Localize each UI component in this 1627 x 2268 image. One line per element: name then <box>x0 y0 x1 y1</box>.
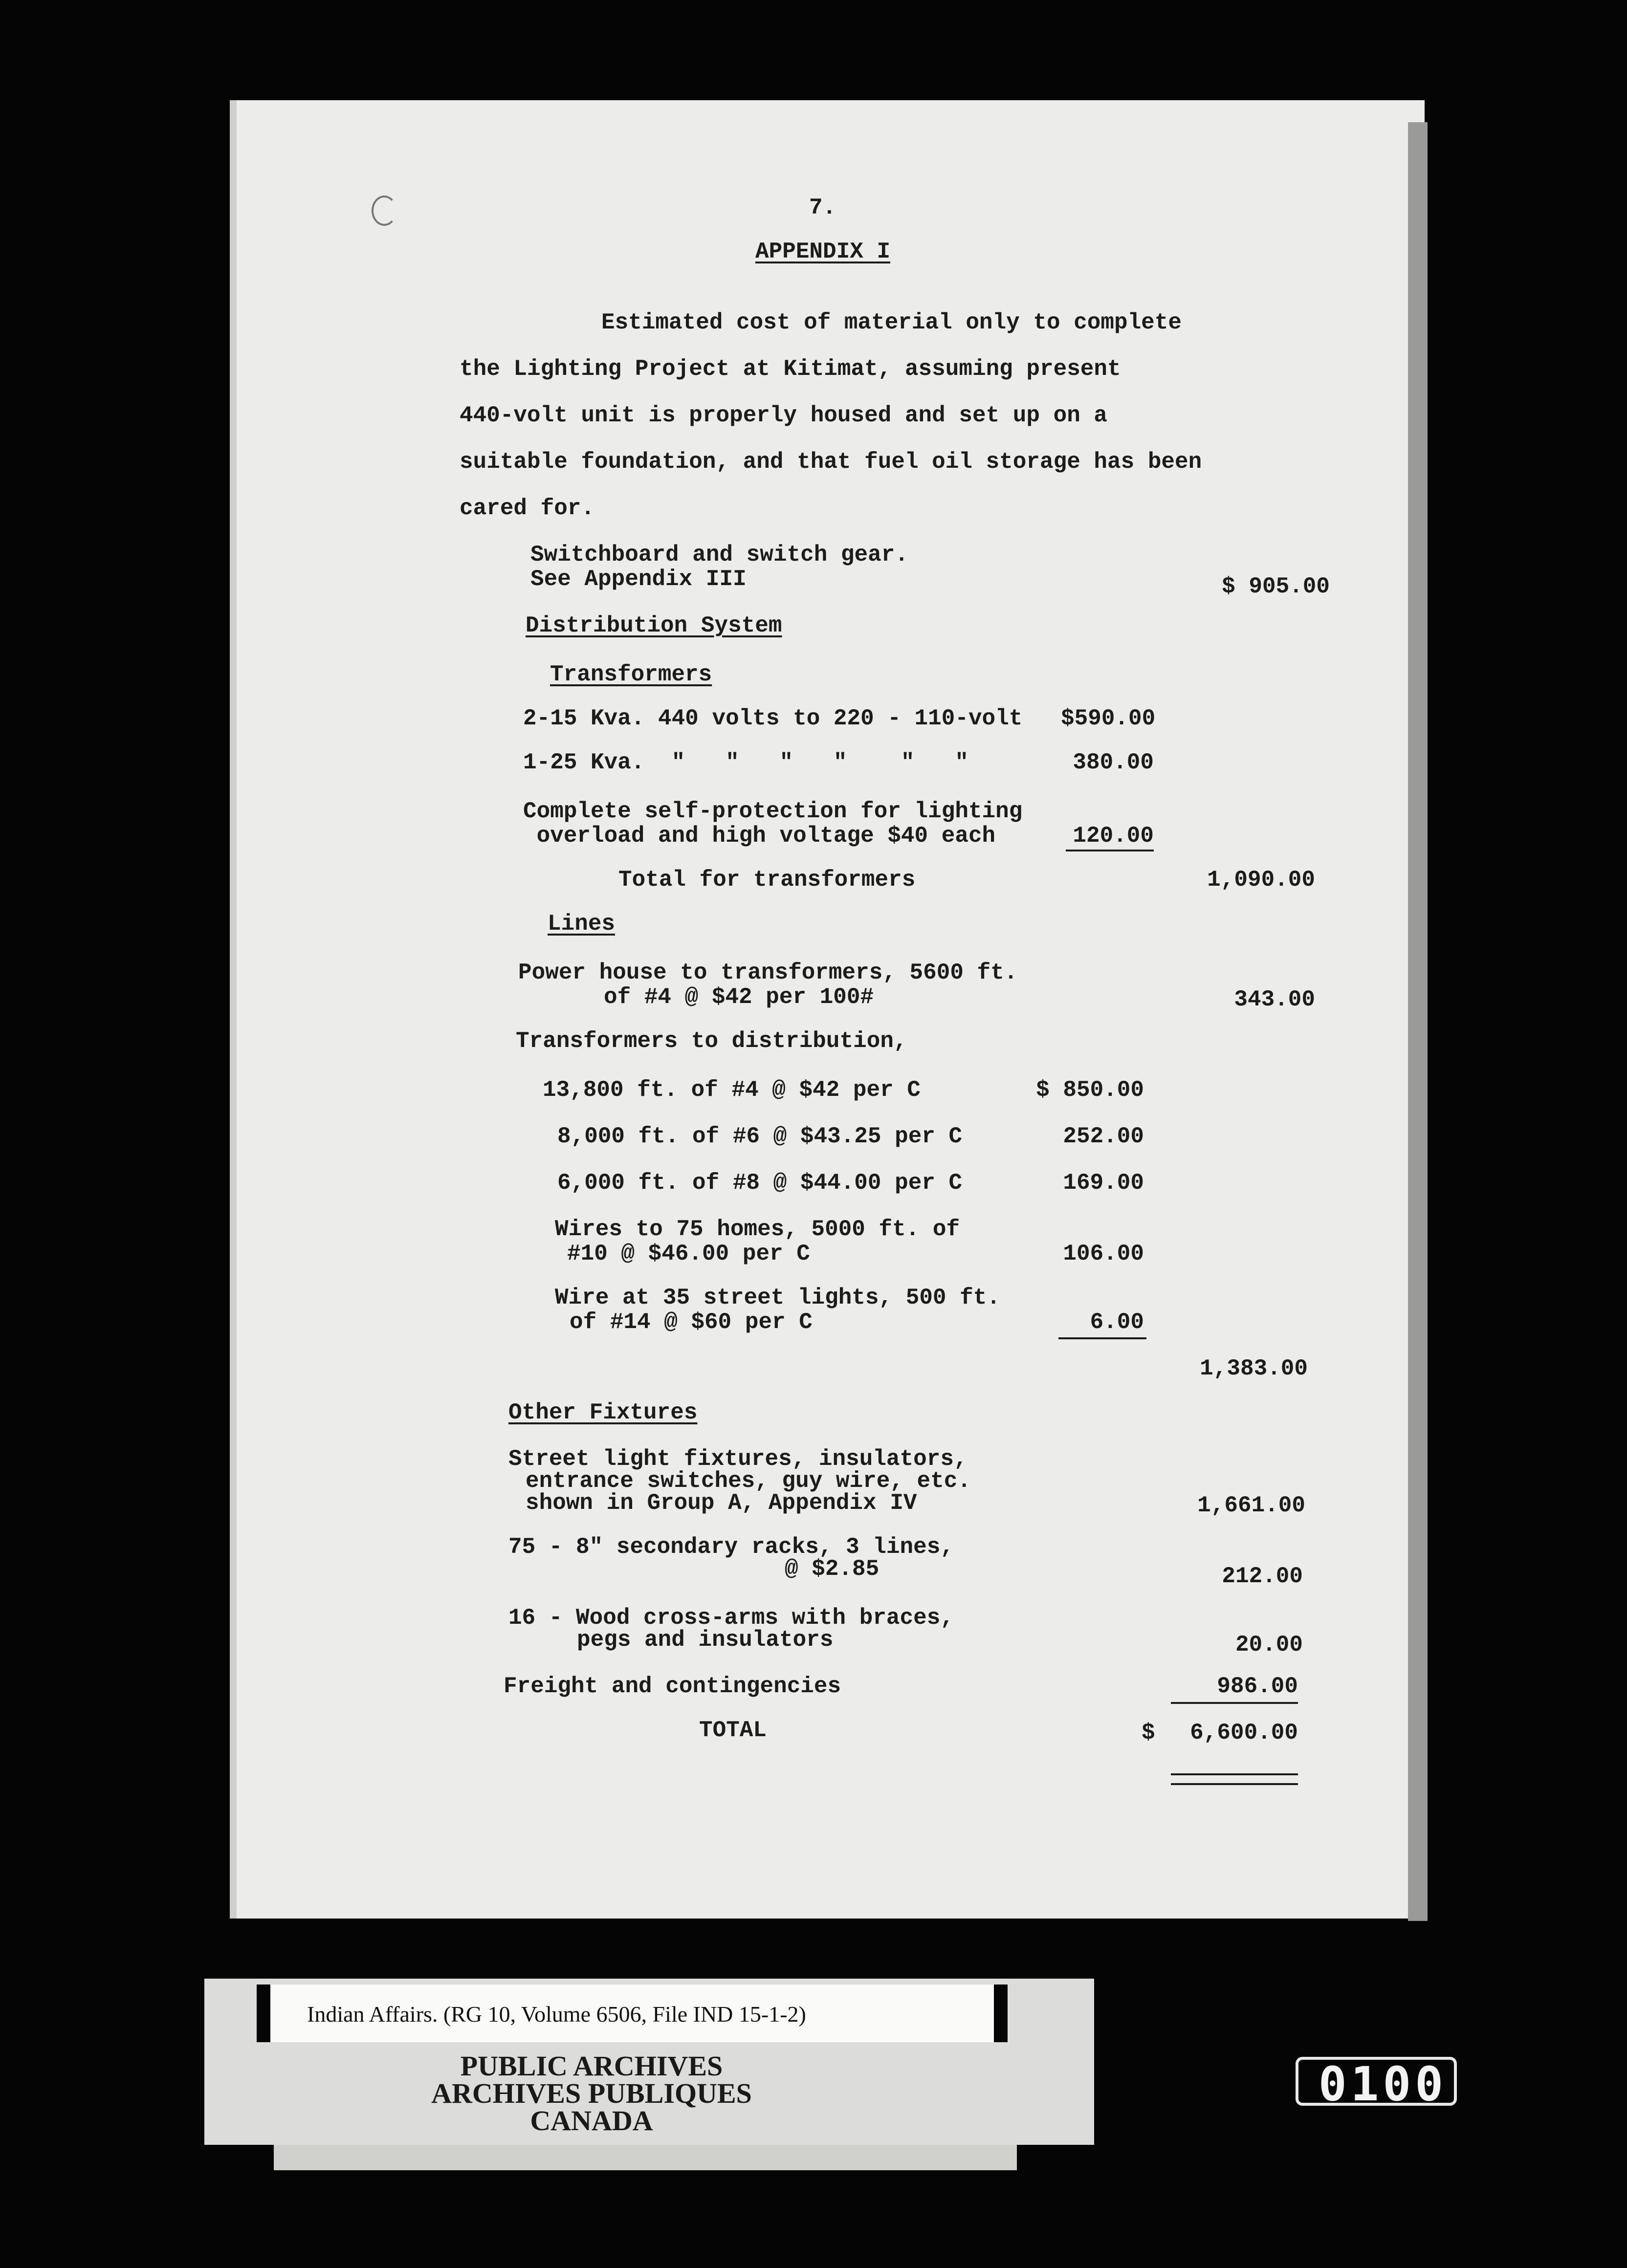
switchboard-line-2: See Appendix III <box>530 567 747 592</box>
frame-number: 0100 <box>1296 2057 1457 2106</box>
line-row-4-line-2: #10 @ $46.00 per C <box>567 1241 810 1266</box>
transformers-heading: Transformers <box>550 662 712 687</box>
intro-line-4: suitable foundation, and that fuel oil storage has been <box>460 449 1202 475</box>
line-row-5-amount: 6.00 <box>1090 1309 1144 1335</box>
page-edge <box>1408 122 1428 1921</box>
intro-line-5: cared for. <box>460 496 595 521</box>
archive-label-strip <box>274 2145 1017 2170</box>
line-row-2: 8,000 ft. of #6 @ $43.25 per C <box>557 1124 963 1149</box>
transformer-subtotal-rule <box>1066 850 1154 851</box>
transformer-row-2-amount: 380.00 <box>1073 750 1154 775</box>
transformer-row-3-amount: 120.00 <box>1073 823 1154 849</box>
transformer-row-1: 2-15 Kva. 440 volts to 220 - 110-volt <box>523 706 1023 731</box>
lines-subtotal-rule <box>1058 1337 1146 1339</box>
archives-line-2: ARCHIVES PUBLIQUES <box>431 2077 752 2109</box>
freight-rule <box>1171 1702 1298 1704</box>
distribution-heading: Distribution System <box>526 613 782 638</box>
switchboard-line-1: Switchboard and switch gear. <box>530 542 908 567</box>
punch-hole-mark <box>372 196 397 226</box>
line-row-5-line-2: of #14 @ $60 per C <box>570 1309 813 1335</box>
fixtures-heading: Other Fixtures <box>508 1400 698 1425</box>
fixture-3-line-2: pegs and insulators <box>577 1627 834 1653</box>
fixture-1-line-1: Street light fixtures, insulators, <box>508 1446 967 1472</box>
grand-total-currency: $ <box>1142 1720 1155 1745</box>
power-house-line-2: of #4 @ $42 per 100# <box>604 984 874 1010</box>
line-row-4-amount: 106.00 <box>1063 1241 1144 1266</box>
grand-total-rule-2 <box>1171 1783 1298 1785</box>
transformer-row-1-amount: $590.00 <box>1061 706 1156 731</box>
intro-line-3: 440-volt unit is properly housed and set up on a <box>460 403 1108 428</box>
transformers-total-label: Total for transformers <box>618 867 916 893</box>
fixture-2-line-1: 75 - 8" secondary racks, 3 lines, <box>508 1534 954 1560</box>
fixture-2-amount: 212.00 <box>1222 1564 1303 1589</box>
archives-line-1: PUBLIC ARCHIVES <box>460 2050 723 2082</box>
line-row-5-line-1: Wire at 35 street lights, 500 ft. <box>555 1285 1000 1310</box>
grand-total-label: TOTAL <box>699 1718 767 1743</box>
transformer-row-3-line-1: Complete self-protection for lighting <box>523 799 1023 824</box>
transformers-total: 1,090.00 <box>1207 867 1315 893</box>
line-row-3-amount: 169.00 <box>1063 1170 1144 1196</box>
fixture-3-amount: 20.00 <box>1235 1632 1303 1657</box>
freight-amount: 986.00 <box>1217 1674 1298 1699</box>
line-row-2-amount: 252.00 <box>1063 1124 1144 1149</box>
power-house-total: 343.00 <box>1234 987 1315 1012</box>
transformer-row-2: 1-25 Kva. " " " " " " <box>523 750 968 775</box>
appendix-heading: APPENDIX I <box>755 239 891 264</box>
intro-line-1: Estimated cost of material only to complete <box>601 310 1182 335</box>
switchboard-total: $ 905.00 <box>1222 574 1330 599</box>
lines-heading: Lines <box>548 911 616 937</box>
grand-total-rule-1 <box>1171 1773 1298 1775</box>
line-row-3: 6,000 ft. of #8 @ $44.00 per C <box>557 1170 963 1196</box>
freight-label: Freight and contingencies <box>504 1674 841 1699</box>
fixture-1-line-2: entrance switches, guy wire, etc. <box>526 1468 971 1494</box>
fixture-1-line-3: shown in Group A, Appendix IV <box>526 1490 917 1516</box>
archives-line-3: CANADA <box>530 2105 653 2137</box>
intro-line-2: the Lighting Project at Kitimat, assuming present <box>460 356 1121 382</box>
power-house-line-1: Power house to transformers, 5600 ft. <box>518 960 1018 985</box>
lines-total: 1,383.00 <box>1200 1356 1308 1381</box>
grand-total: 6,600.00 <box>1190 1720 1298 1745</box>
distribution-label: Transformers to distribution, <box>516 1028 907 1054</box>
fixture-1-amount: 1,661.00 <box>1197 1493 1305 1518</box>
page-number: 7. <box>809 195 836 220</box>
archive-reference: Indian Affairs. (RG 10, Volume 6506, File IND 15-1-2) <box>307 2002 806 2027</box>
fixture-2-line-2: @ $2.85 <box>785 1556 879 1582</box>
transformer-row-3-line-2: overload and high voltage $40 each <box>523 823 996 849</box>
fixture-3-line-1: 16 - Wood cross-arms with braces, <box>508 1605 954 1631</box>
line-row-1: 13,800 ft. of #4 @ $42 per C <box>543 1077 921 1103</box>
line-row-4-line-1: Wires to 75 homes, 5000 ft. of <box>555 1217 960 1242</box>
line-row-1-amount: $ 850.00 <box>1036 1077 1144 1103</box>
